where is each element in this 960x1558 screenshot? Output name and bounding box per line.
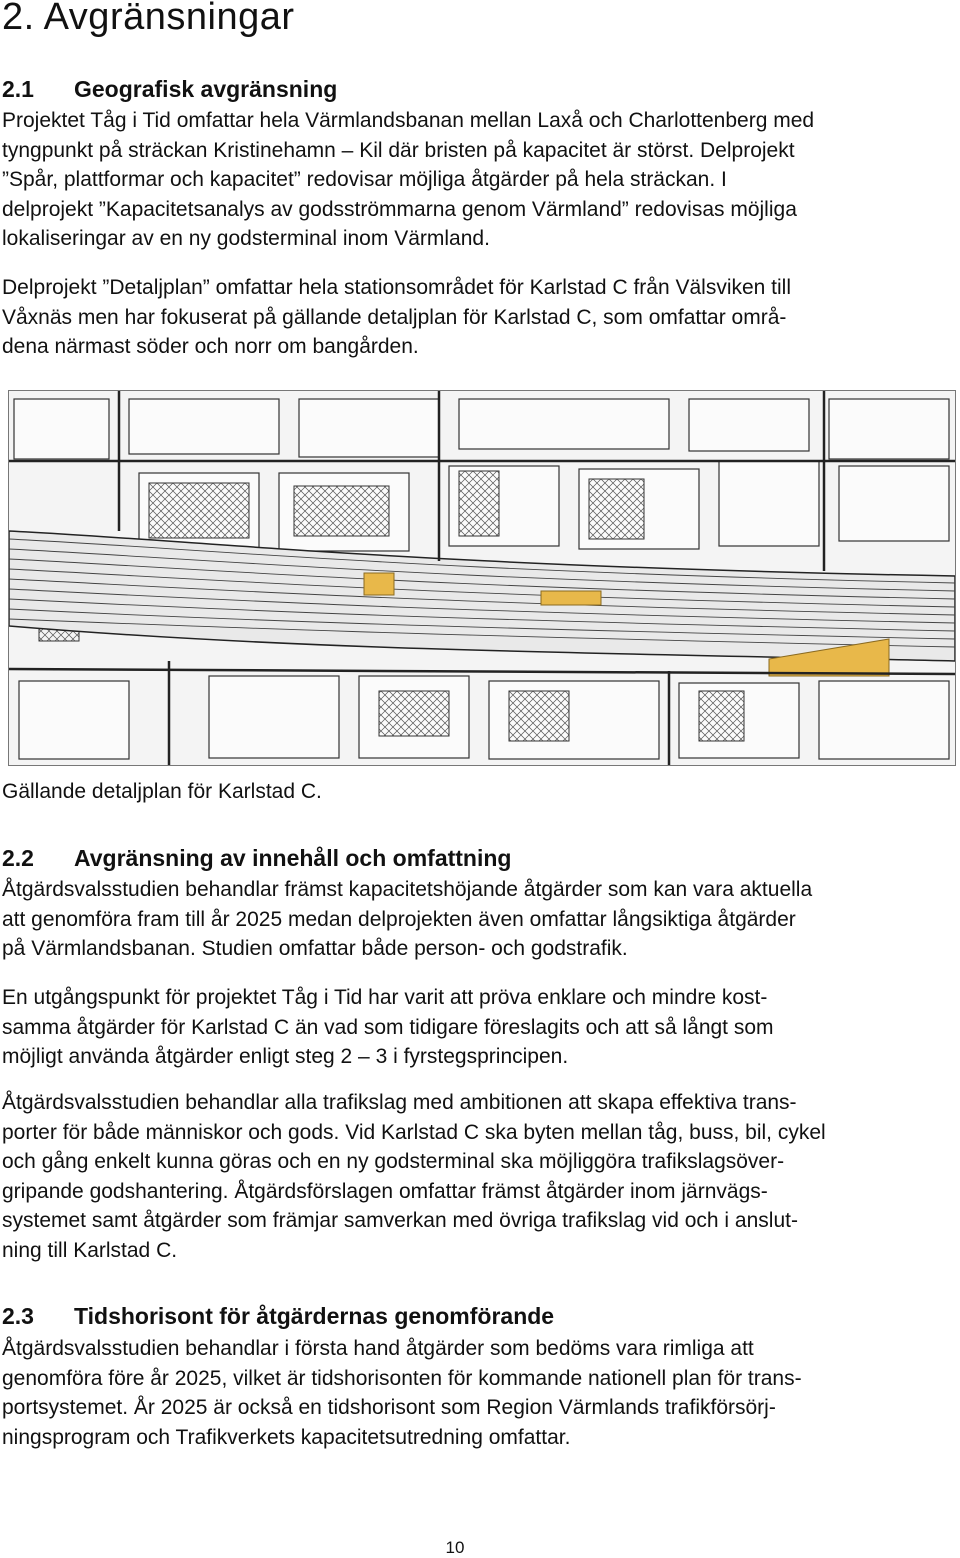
paragraph [2, 983, 774, 1072]
text-line: Våxnäs men har fokuserat på gällande detaljplan för Karlstad C, som omfattar områ- [2, 305, 787, 329]
text-line: En utgångspunkt för projektet Tåg i Tid har varit att pröva enklare och mindre kost- [2, 986, 768, 1009]
text-line: ningsprogram och Trafikverkets kapacitetsutredning omfattar. [2, 1425, 571, 1449]
section-number: 2.3 [2, 1303, 34, 1329]
text-line: genomföra före år 2025, vilket är tidshorisonten för kommande nationell plan för trans- [2, 1366, 802, 1390]
figure-caption: Gällande detaljplan för Karlstad C. [2, 780, 322, 803]
text-line: ning till Karlstad C. [2, 1238, 178, 1262]
text-line: att genomföra fram till år 2025 medan delprojekten även omfattar långsiktiga åtgärder [2, 907, 796, 931]
text-line: gripande godshantering. Åtgärdsförslagen omfattar främst åtgärder inom järnvägs- [2, 1179, 768, 1203]
text-line: Åtgärdsvalsstudien behandlar främst kapacitetshöjande åtgärder som kan vara aktuella [2, 878, 813, 901]
paragraph [2, 1088, 826, 1265]
section-title: Tidshorisont för åtgärdernas genomförande [74, 1303, 555, 1329]
text-line: Åtgärdsvalsstudien behandlar i första hand åtgärder som bedöms vara rimliga att [2, 1337, 754, 1360]
text-line: dena närmast söder och norr om bangården. [2, 335, 419, 358]
detail-plan-map [8, 390, 956, 766]
text-line: samma åtgärder för Karlstad C än vad som tidigare föreslagits och att så långt som [2, 1015, 774, 1039]
text-line: Åtgärdsvalsstudien behandlar alla trafikslag med ambitionen att skapa effektiva trans- [2, 1091, 797, 1114]
section-heading-2-3 [2, 1303, 554, 1330]
section-number: 2.1 [2, 76, 34, 102]
section-heading-2-2 [2, 845, 511, 872]
text-line: portsystemet. År 2025 är också en tidshorisont som Region Värmlands trafikförsörj- [2, 1396, 776, 1419]
text-line: på Värmlandsbanan. Studien omfattar både person- och godstrafik. [2, 937, 628, 960]
paragraph [2, 273, 791, 362]
section-title: Geografisk avgränsning [74, 76, 338, 102]
text-line: systemet samt åtgärder som främjar samverkan med övriga trafikslag vid och i anslut- [2, 1209, 798, 1232]
page-number: 10 [445, 1538, 465, 1557]
section-number: 2.2 [2, 845, 34, 871]
text-line: och gång enkelt kunna göras och en ny godsterminal ska möjliggöra trafikslagsöver- [2, 1150, 785, 1173]
text-line: Projektet Tåg i Tid omfattar hela Värmlandsbanan mellan Laxå och Charlottenberg med [2, 109, 815, 132]
text-line: porter för både människor och gods. Vid Karlstad C ska byten mellan tåg, buss, bil, cykel [2, 1120, 826, 1144]
text-line: delprojekt ”Kapacitetsanalys av godsströmmarna genom Värmland” redovisas möjliga [2, 197, 797, 221]
paragraph [2, 106, 814, 254]
paragraph [2, 875, 812, 964]
text-line: lokaliseringar av en ny godsterminal inom Värmland. [2, 227, 490, 250]
text-line: ”Spår, plattformar och kapacitet” redovisar möjliga åtgärder på hela sträckan. I [2, 168, 727, 191]
text-line: Delprojekt ”Detaljplan” omfattar hela stationsområdet för Karlstad C från Välsviken till [2, 276, 792, 299]
map-drawing [9, 391, 955, 765]
text-line: tyngpunkt på sträckan Kristinehamn – Kil där bristen på kapacitet är störst. Delprojekt [2, 138, 795, 162]
section-heading-2-1 [2, 76, 337, 103]
section-title: Avgränsning av innehåll och omfattning [74, 845, 512, 871]
main-heading: 2. Avgränsningar [2, 0, 295, 38]
paragraph [2, 1334, 802, 1452]
text-line: möjligt använda åtgärder enligt steg 2 – 3 i fyrstegsprincipen. [2, 1045, 569, 1068]
